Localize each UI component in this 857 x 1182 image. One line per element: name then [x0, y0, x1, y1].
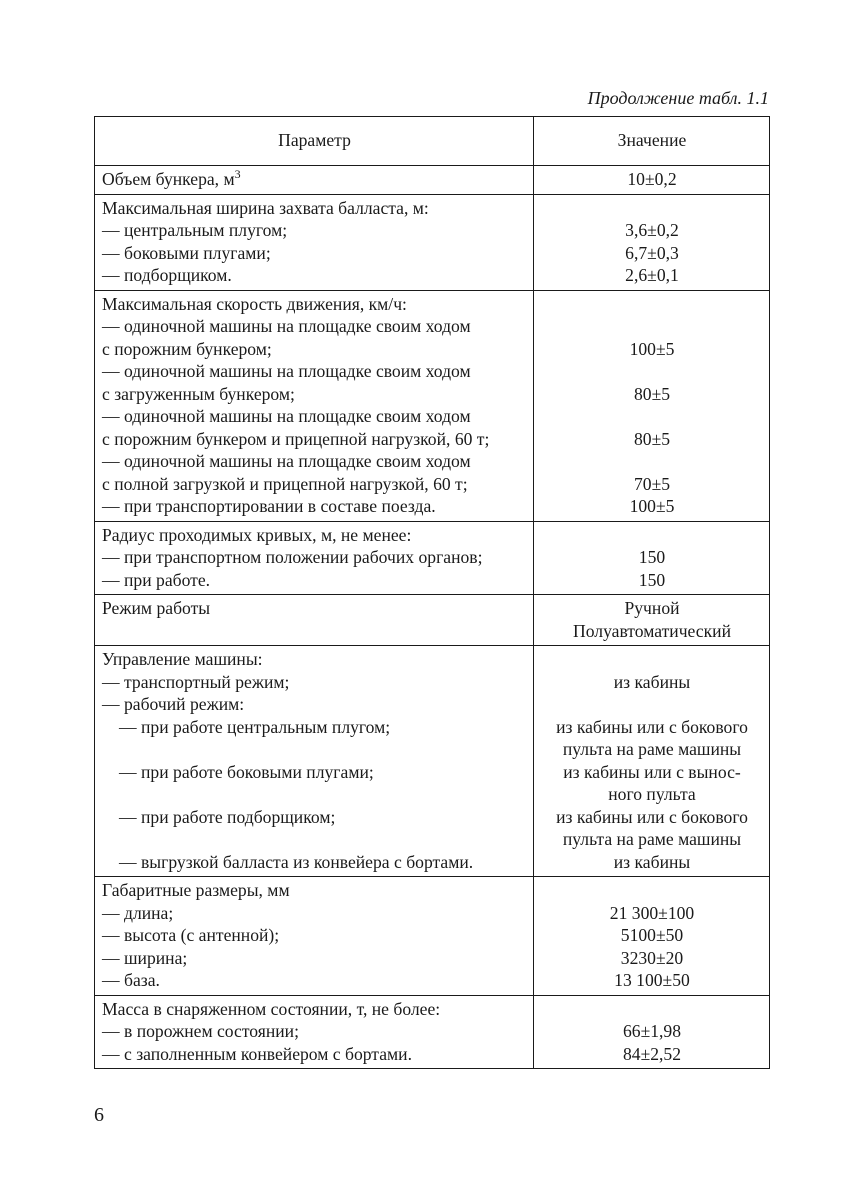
speed-line: с порожним бункером; [102, 338, 272, 359]
radius-line: — при работе. [102, 569, 211, 590]
width-line: — подборщиком. [102, 265, 232, 285]
speed-line: с загруженным бункером; [102, 383, 295, 404]
dims-value: 3230±20 [620, 947, 684, 968]
dims-line: — длина; [102, 902, 174, 923]
width-line: — центральным плугом; [102, 220, 288, 240]
page-number: 6 [94, 1104, 104, 1126]
width-value: 6,7±0,3 [625, 242, 679, 263]
control-value: из кабины [613, 671, 691, 692]
header-param: Параметр [95, 117, 534, 166]
control-line: — выгрузкой балласта из конвейера с бортами. [119, 851, 474, 872]
header-value: Значение [534, 117, 770, 166]
dims-value-cell [534, 877, 770, 996]
radius-line: — при транспортном положении рабочих органов; [102, 547, 483, 567]
control-line: — при работе подборщиком; [119, 806, 336, 827]
speed-value: 80±5 [633, 428, 671, 449]
mass-value-cell [534, 995, 770, 1069]
bunker-unit-sup: 3 [234, 167, 241, 181]
mass-line: — в порожнем состоянии; [102, 1021, 299, 1041]
table-row [95, 995, 770, 1069]
spec-table [94, 116, 770, 1069]
width-label-cell [95, 194, 534, 290]
table-row [95, 194, 770, 290]
speed-line: с полной загрузкой и прицепной нагрузкой, 60 т; [102, 473, 468, 494]
radius-value-cell [534, 521, 770, 595]
control-value: из кабины или с бокового [556, 716, 748, 737]
table-row [95, 877, 770, 996]
mass-label-cell [95, 995, 534, 1069]
control-line: — транспортный режим; [102, 671, 290, 692]
control-title: Управление машины: [102, 649, 263, 669]
mode-value: Полуавтоматический [573, 620, 731, 641]
speed-line: с порожним бункером и прицепной нагрузкой, 60 т; [102, 428, 490, 449]
control-value: из кабины [613, 851, 691, 872]
table-row [95, 166, 770, 195]
control-value: ного пульта [608, 784, 696, 804]
speed-title: Максимальная скорость движения, км/ч: [102, 293, 407, 314]
radius-value: 150 [638, 547, 666, 567]
table-row [95, 290, 770, 521]
mode-label: Режим работы [102, 598, 211, 618]
width-line: — боковыми плугами; [102, 242, 271, 263]
width-title: Максимальная ширина захвата балласта, м: [102, 197, 429, 218]
speed-line: — одиночной машины на площадке своим ходом [102, 451, 471, 471]
speed-line: — одиночной машины на площадке своим ходом [102, 316, 471, 336]
speed-line: — одиночной машины на площадке своим ходом [102, 361, 471, 381]
dims-value: 5100±50 [620, 925, 684, 945]
mass-value: 84±2,52 [622, 1043, 682, 1064]
table-row [95, 595, 770, 646]
table-row [95, 521, 770, 595]
width-value-cell [534, 194, 770, 290]
bunker-value-cell [534, 166, 770, 195]
dims-line: — база. [102, 970, 160, 990]
speed-value: 100±5 [629, 338, 675, 359]
control-value-cell [534, 646, 770, 877]
control-value: из кабины или с вынос- [563, 761, 741, 782]
dims-value: 13 100±50 [614, 970, 690, 990]
width-value: 2,6±0,1 [625, 265, 679, 285]
dims-line: — высота (с антенной); [102, 925, 280, 945]
dims-line: — ширина; [102, 947, 188, 968]
control-line: — при работе боковыми плугами; [119, 761, 374, 782]
speed-value-cell [534, 290, 770, 521]
dims-title: Габаритные размеры, мм [102, 880, 290, 900]
speed-value: 100±5 [629, 496, 675, 516]
speed-label-cell [95, 290, 534, 521]
control-line: — рабочий режим: [102, 694, 245, 714]
mass-value: 66±1,98 [622, 1021, 682, 1041]
bunker-label-cell [95, 166, 534, 195]
radius-label-cell [95, 521, 534, 595]
mode-value: Ручной [624, 598, 680, 618]
mass-title: Масса в снаряженном состоянии, т, не более: [102, 998, 441, 1019]
speed-line: — одиночной машины на площадке своим ходом [102, 406, 471, 426]
radius-title: Радиус проходимых кривых, м, не менее: [102, 524, 412, 545]
mode-label-cell [95, 595, 534, 646]
control-value: из кабины или с бокового [556, 806, 748, 827]
dims-value: 21 300±100 [609, 902, 695, 923]
radius-value: 150 [638, 569, 666, 590]
control-value: пульта на раме машины [562, 829, 742, 849]
speed-value: 70±5 [633, 473, 671, 494]
bunker-value: 10±0,2 [627, 169, 677, 189]
mode-value-cell [534, 595, 770, 646]
header-row [95, 117, 770, 166]
speed-value: 80±5 [633, 383, 671, 404]
control-line: — при работе центральным плугом; [119, 716, 391, 737]
width-value: 3,6±0,2 [625, 220, 679, 240]
table-row [95, 646, 770, 877]
dims-label-cell [95, 877, 534, 996]
mass-line: — с заполненным конвейером с бортами. [102, 1043, 412, 1064]
bunker-label: Объем бункера, м [102, 169, 235, 189]
control-label-cell [95, 646, 534, 877]
control-value: пульта на раме машины [562, 739, 742, 759]
speed-line: — при транспортировании в составе поезда. [102, 496, 436, 516]
table-caption: Продолжение табл. 1.1 [587, 88, 769, 108]
